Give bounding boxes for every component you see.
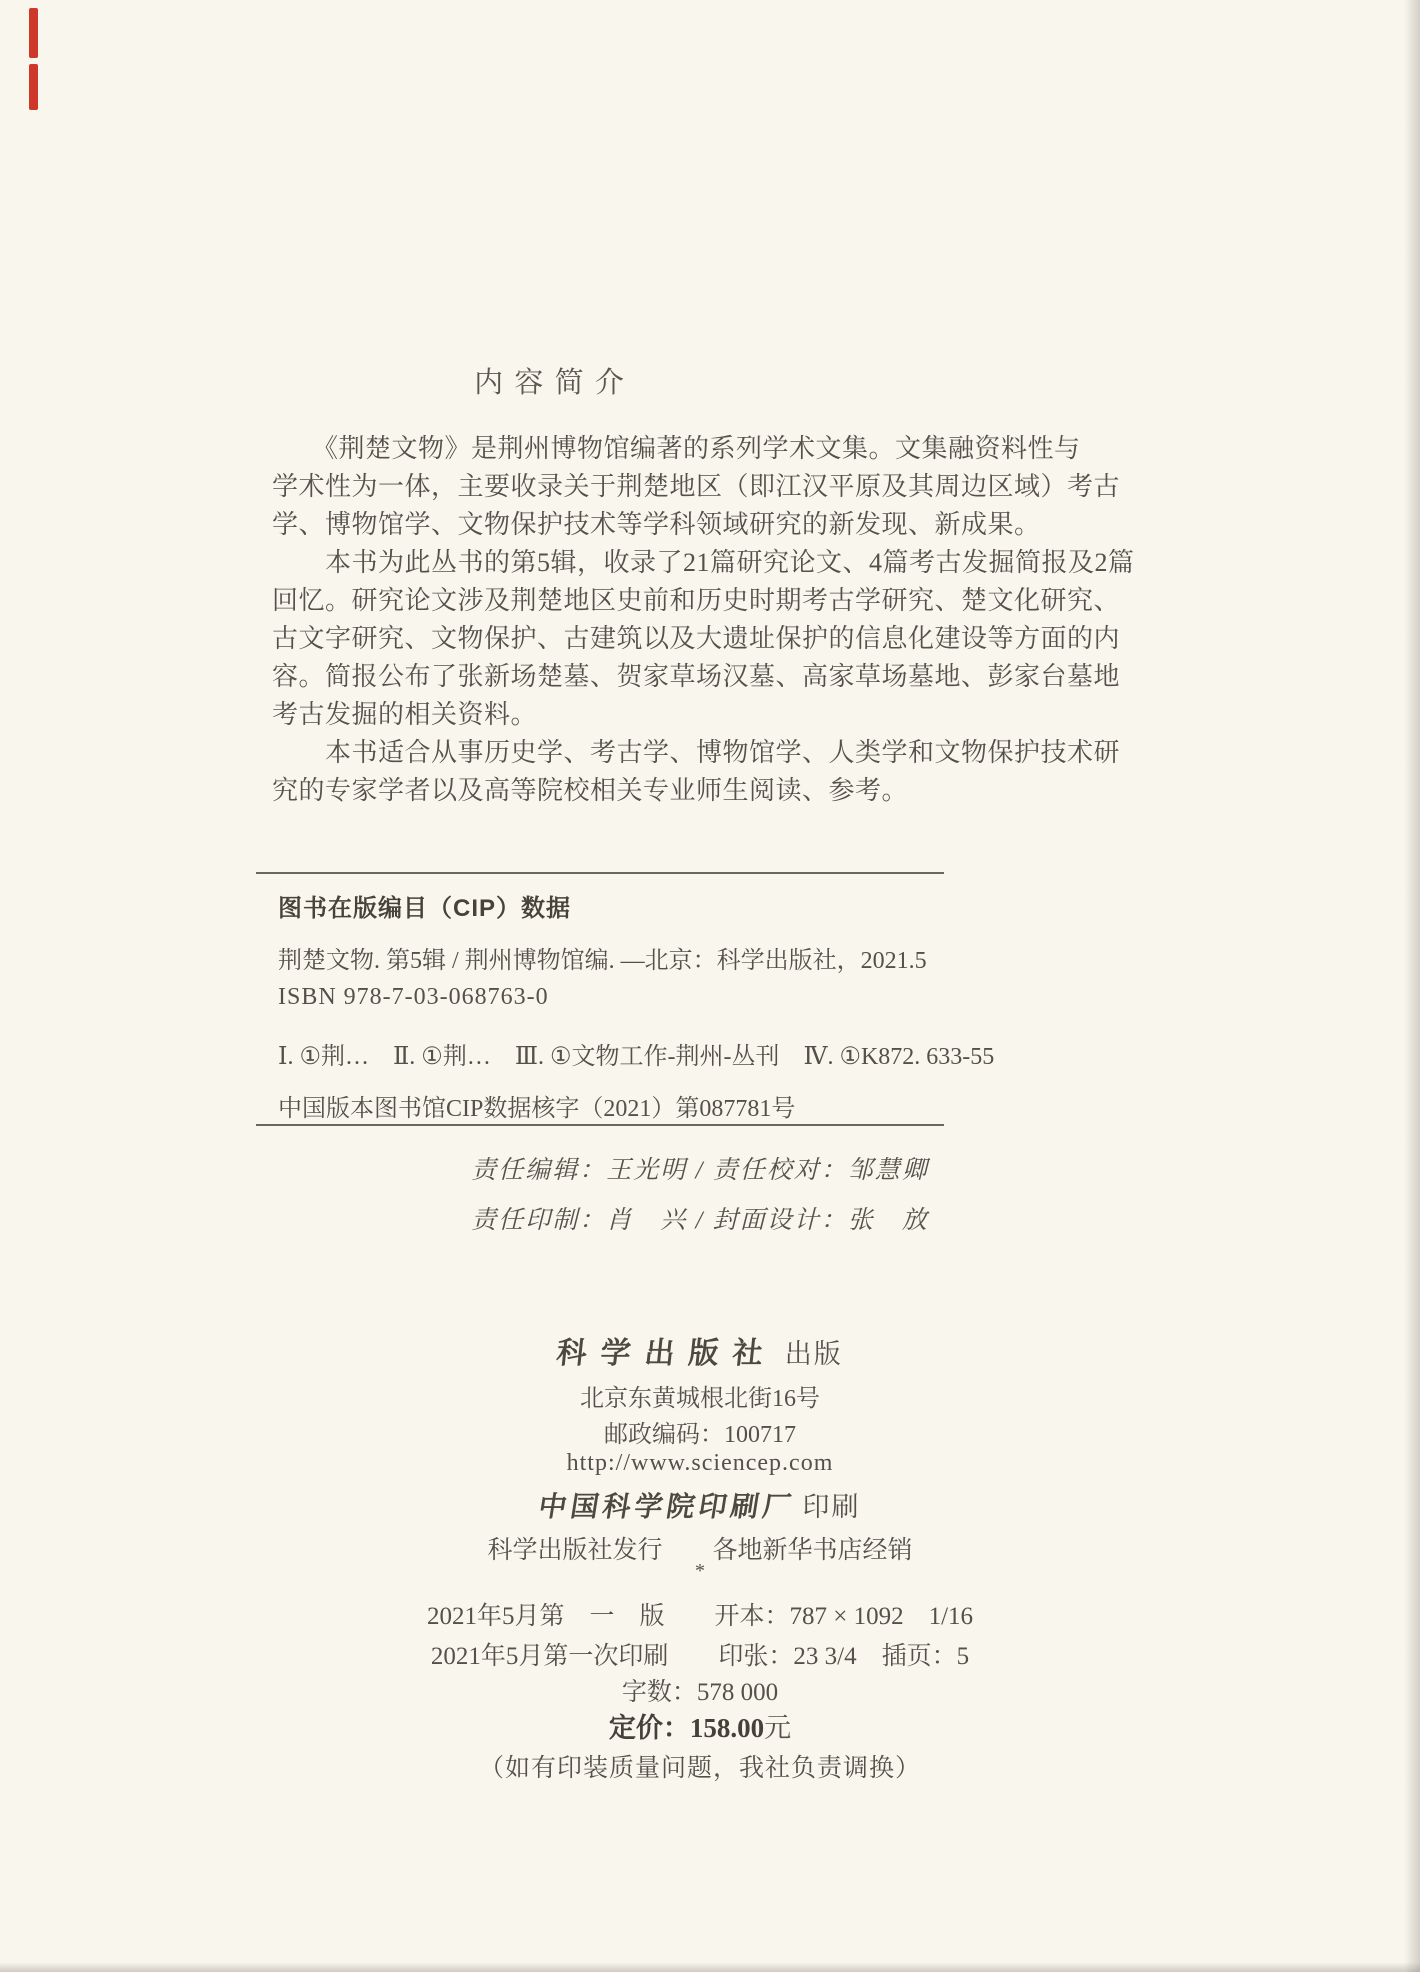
intro-line: 究的专家学者以及高等院校相关专业师生阅读、参考。 (272, 776, 909, 805)
printer-logotype: 中国科学院印刷厂 (536, 1492, 798, 1523)
price-line (270, 1706, 1130, 1745)
intro-line: 学、博物馆学、文物保护技术等学科领域研究的新发现、新成果。 (272, 510, 1041, 539)
publisher-website: http://www.sciencep.com (566, 1450, 834, 1476)
intro-line: 回忆。研究论文涉及荆楚地区史前和历史时期考古学研究、楚文化研究、 (272, 586, 1121, 615)
intro-line: 古文字研究、文物保护、古建筑以及大遗址保护的信息化建设等方面的内 (272, 624, 1121, 653)
publisher-logotype: 科学出版社 (555, 1337, 779, 1370)
intro-line: 《荆楚文物》是荆州博物馆编著的系列学术文集。文集融资料性与 (272, 434, 1081, 463)
scan-edge-shadow-bottom (0, 1962, 1420, 1972)
price-value: 158.00 (689, 1713, 765, 1743)
scan-red-mark-bottom (29, 64, 38, 110)
publisher-address: 北京东黄城根北街16号 (580, 1386, 820, 1412)
intro-line: 本书为此丛书的第5辑，收录了21篇研究论文、4篇考古发掘简报及2篇 (272, 548, 1135, 577)
cip-divider-top (256, 872, 944, 874)
price-label: 定价： (608, 1713, 690, 1743)
edition-format-line: 2021年5月第 一 版 开本：787 × 1092 1/16 (426, 1603, 974, 1630)
publisher-line (270, 1328, 1130, 1372)
distribution-line: 科学出版社发行 各地新华书店经销 (487, 1537, 913, 1564)
intro-line: 本书适合从事历史学、考古学、博物馆学、人类学和文物保护技术研 (272, 738, 1121, 767)
intro-line: 考古发掘的相关资料。 (272, 700, 538, 729)
publisher-suffix: 出版 (784, 1339, 843, 1369)
printing-sheets-line: 2021年5月第一次印刷 印张：23 3/4 插页：5 (430, 1643, 970, 1670)
divider-asterisk: * (695, 1560, 705, 1582)
editor-credit-line: 责任编辑：王光明 / 责任校对：邹慧卿 (471, 1157, 929, 1184)
cip-catalog-entry: 荆楚文物. 第5辑 / 荆州博物馆编. —北京：科学出版社，2021.5 (278, 948, 927, 974)
printing-design-credit-line: 责任印制：肖 兴 / 封面设计：张 放 (471, 1207, 929, 1234)
printer-suffix: 印刷 (802, 1492, 861, 1522)
content-summary-title: 内 容 简 介 (474, 367, 626, 399)
content-summary-paragraphs (272, 430, 1135, 810)
cip-classification: Ⅰ. ①荆… Ⅱ. ①荆… Ⅲ. ①文物工作-荆州-丛刊 Ⅳ. ①K872. 633-55 (278, 1044, 995, 1070)
cip-divider-bottom (256, 1124, 944, 1126)
price-unit: 元 (764, 1713, 792, 1743)
printer-line (270, 1485, 1130, 1525)
scan-edge-shadow-right (1404, 0, 1420, 1972)
quality-notice: （如有印装质量问题，我社负责调换） (478, 1755, 921, 1782)
isbn-number: ISBN 978-7-03-068763-0 (278, 984, 549, 1010)
intro-line: 容。简报公布了张新场楚墓、贺家草场汉墓、高家草场墓地、彭家台墓地 (272, 662, 1121, 691)
word-count-line: 字数：578 000 (621, 1679, 779, 1706)
cip-heading: 图书在版编目（CIP）数据 (278, 895, 572, 922)
scan-red-mark-top (29, 8, 38, 58)
postal-code: 邮政编码：100717 (604, 1422, 796, 1448)
cip-record-number: 中国版本图书馆CIP数据核字（2021）第087781号 (278, 1096, 796, 1122)
intro-line: 学术性为一体，主要收录关于荆楚地区（即江汉平原及其周边区域）考古 (272, 472, 1121, 501)
